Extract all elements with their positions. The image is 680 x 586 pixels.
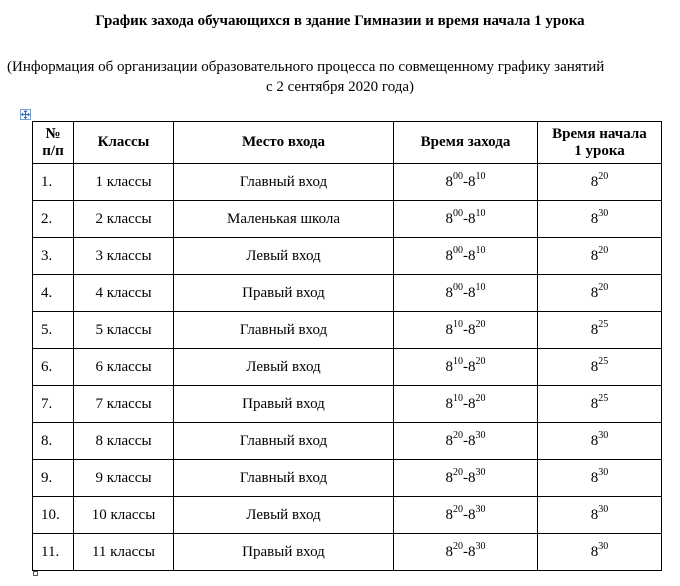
- enter-from-hour: 8: [445, 210, 453, 227]
- enter-to-hour: 8: [468, 469, 476, 486]
- enter-from-hour: 8: [445, 247, 453, 264]
- table-row: [33, 201, 662, 238]
- table-resize-handle[interactable]: [33, 571, 38, 576]
- cell-place: Левый вход: [174, 238, 394, 275]
- cell-place: Главный вход: [174, 164, 394, 201]
- table-header-row: [33, 122, 662, 164]
- subtitle-line-1: (Информация об организации образовательного процесса по совмещенному графику занятий: [7, 59, 605, 75]
- header-classes: Классы: [74, 122, 174, 164]
- enter-to-hour: 8: [468, 432, 476, 449]
- enter-dash: -: [463, 469, 468, 486]
- enter-from-hour: 8: [445, 543, 453, 560]
- cell-enter-time: [394, 460, 538, 497]
- enter-from-hour: 8: [445, 469, 453, 486]
- table-row: [33, 238, 662, 275]
- enter-from-hour: 8: [445, 173, 453, 190]
- start-minutes: 20: [598, 281, 609, 293]
- enter-from-hour: 8: [445, 506, 453, 523]
- cell-enter-time: [394, 201, 538, 238]
- start-hour: 8: [590, 506, 599, 523]
- start-minutes: 25: [598, 355, 609, 367]
- cell-num: 4.: [33, 275, 74, 312]
- cell-start-time: [538, 460, 662, 497]
- cell-place: Правый вход: [174, 534, 394, 571]
- cell-num: 5.: [33, 312, 74, 349]
- enter-to-minutes: 30: [475, 466, 486, 478]
- table-row: [33, 386, 662, 423]
- cell-num: 8.: [33, 423, 74, 460]
- cell-num: 7.: [33, 386, 74, 423]
- header-place: Место входа: [174, 122, 394, 164]
- start-hour: 8: [590, 247, 599, 264]
- start-hour: 8: [590, 395, 599, 412]
- cell-num: 11.: [33, 534, 74, 571]
- cell-num: 1.: [33, 164, 74, 201]
- enter-to-minutes: 30: [475, 503, 486, 515]
- table-row: [33, 497, 662, 534]
- start-hour: 8: [590, 432, 599, 449]
- enter-from-hour: 8: [445, 284, 453, 301]
- cell-place: Левый вход: [174, 497, 394, 534]
- cell-classes: 6 классы: [74, 349, 174, 386]
- table-row: [33, 460, 662, 497]
- start-hour: 8: [590, 543, 599, 560]
- enter-dash: -: [463, 432, 468, 449]
- cell-num: 9.: [33, 460, 74, 497]
- enter-dash: -: [463, 506, 468, 523]
- cell-enter-time: [394, 423, 538, 460]
- enter-to-minutes: 10: [475, 207, 486, 219]
- table-row: [33, 275, 662, 312]
- cell-enter-time: [394, 238, 538, 275]
- start-minutes: 30: [598, 503, 609, 515]
- cell-place: Левый вход: [174, 349, 394, 386]
- cell-place: Главный вход: [174, 312, 394, 349]
- cell-enter-time: [394, 386, 538, 423]
- enter-to-minutes: 10: [475, 244, 486, 256]
- enter-to-minutes: 20: [475, 355, 486, 367]
- cell-start-time: [538, 349, 662, 386]
- cell-classes: 3 классы: [74, 238, 174, 275]
- enter-to-hour: 8: [468, 358, 476, 375]
- enter-to-hour: 8: [468, 506, 476, 523]
- cell-place: Главный вход: [174, 423, 394, 460]
- enter-dash: -: [463, 173, 468, 190]
- start-hour: 8: [590, 210, 599, 227]
- table-move-handle-icon[interactable]: [20, 109, 31, 120]
- enter-to-hour: 8: [468, 543, 476, 560]
- enter-from-minutes: 20: [453, 540, 463, 552]
- cell-start-time: [538, 497, 662, 534]
- enter-dash: -: [463, 210, 468, 227]
- header-start-time: [538, 122, 662, 164]
- start-minutes: 30: [598, 429, 609, 441]
- start-minutes: 20: [598, 170, 609, 182]
- header-start-line-1: Время начала: [552, 125, 647, 142]
- cell-enter-time: [394, 312, 538, 349]
- cell-enter-time: [394, 497, 538, 534]
- enter-from-minutes: 10: [453, 392, 463, 404]
- cell-classes: 8 классы: [74, 423, 174, 460]
- cell-enter-time: [394, 275, 538, 312]
- schedule-table: [32, 121, 662, 571]
- cell-enter-time: [394, 164, 538, 201]
- start-minutes: 30: [598, 540, 609, 552]
- table-row: [33, 534, 662, 571]
- enter-to-minutes: 30: [475, 429, 486, 441]
- cell-classes: 2 классы: [74, 201, 174, 238]
- header-start-line-2: 1 урока: [574, 142, 625, 159]
- cell-classes: 11 классы: [74, 534, 174, 571]
- cell-start-time: [538, 238, 662, 275]
- enter-dash: -: [463, 247, 468, 264]
- enter-from-hour: 8: [445, 395, 453, 412]
- cell-place: Правый вход: [174, 386, 394, 423]
- table-row: [33, 164, 662, 201]
- cell-classes: 5 классы: [74, 312, 174, 349]
- cell-enter-time: [394, 534, 538, 571]
- enter-from-minutes: 20: [453, 503, 463, 515]
- cell-classes: 9 классы: [74, 460, 174, 497]
- start-hour: 8: [590, 321, 599, 338]
- enter-to-hour: 8: [468, 321, 476, 338]
- enter-from-minutes: 00: [453, 281, 463, 293]
- header-num-line-1: №: [45, 125, 61, 142]
- cell-classes: 4 классы: [74, 275, 174, 312]
- enter-from-minutes: 10: [453, 355, 463, 367]
- enter-dash: -: [463, 284, 468, 301]
- enter-from-hour: 8: [445, 432, 453, 449]
- enter-to-minutes: 10: [475, 170, 486, 182]
- enter-to-minutes: 20: [475, 392, 486, 404]
- enter-to-hour: 8: [468, 395, 476, 412]
- cell-start-time: [538, 164, 662, 201]
- cell-start-time: [538, 201, 662, 238]
- cell-classes: 7 классы: [74, 386, 174, 423]
- enter-dash: -: [463, 543, 468, 560]
- enter-to-hour: 8: [468, 284, 476, 301]
- enter-from-minutes: 00: [453, 170, 463, 182]
- enter-from-minutes: 20: [453, 429, 463, 441]
- header-num-line-2: п/п: [42, 142, 64, 159]
- enter-from-minutes: 20: [453, 466, 463, 478]
- enter-to-minutes: 10: [475, 281, 486, 293]
- table-row: [33, 423, 662, 460]
- cell-start-time: [538, 534, 662, 571]
- cell-start-time: [538, 275, 662, 312]
- cell-num: 3.: [33, 238, 74, 275]
- subtitle-line-2: с 2 сентября 2020 года): [265, 79, 415, 95]
- document-subtitle: [0, 57, 680, 97]
- enter-from-minutes: 00: [453, 207, 463, 219]
- cell-place: Правый вход: [174, 275, 394, 312]
- enter-to-minutes: 30: [475, 540, 486, 552]
- cell-start-time: [538, 386, 662, 423]
- cell-enter-time: [394, 349, 538, 386]
- enter-to-hour: 8: [468, 173, 476, 190]
- cell-num: 2.: [33, 201, 74, 238]
- start-minutes: 30: [598, 207, 609, 219]
- enter-to-minutes: 20: [475, 318, 486, 330]
- start-hour: 8: [590, 358, 599, 375]
- enter-from-minutes: 10: [453, 318, 463, 330]
- enter-from-hour: 8: [445, 358, 453, 375]
- enter-dash: -: [463, 321, 468, 338]
- cell-start-time: [538, 423, 662, 460]
- enter-from-hour: 8: [445, 321, 453, 338]
- table-row: [33, 349, 662, 386]
- cell-classes: 1 классы: [74, 164, 174, 201]
- enter-from-minutes: 00: [453, 244, 463, 256]
- enter-to-hour: 8: [468, 247, 476, 264]
- enter-dash: -: [463, 358, 468, 375]
- header-num: [33, 122, 74, 164]
- cell-classes: 10 классы: [74, 497, 174, 534]
- enter-dash: -: [463, 395, 468, 412]
- start-minutes: 30: [598, 466, 609, 478]
- start-hour: 8: [590, 284, 599, 301]
- cell-start-time: [538, 312, 662, 349]
- table-row: [33, 312, 662, 349]
- start-hour: 8: [590, 173, 599, 190]
- cell-num: 10.: [33, 497, 74, 534]
- enter-to-hour: 8: [468, 210, 476, 227]
- table-body: [33, 164, 662, 571]
- start-hour: 8: [590, 469, 599, 486]
- start-minutes: 25: [598, 392, 609, 404]
- start-minutes: 25: [598, 318, 609, 330]
- start-minutes: 20: [598, 244, 609, 256]
- cell-place: Главный вход: [174, 460, 394, 497]
- cell-num: 6.: [33, 349, 74, 386]
- document-title: График захода обучающихся в здание Гимназии и время начала 1 урока: [95, 13, 585, 29]
- header-enter-time: Время захода: [394, 122, 538, 164]
- cell-place: Маленькая школа: [174, 201, 394, 238]
